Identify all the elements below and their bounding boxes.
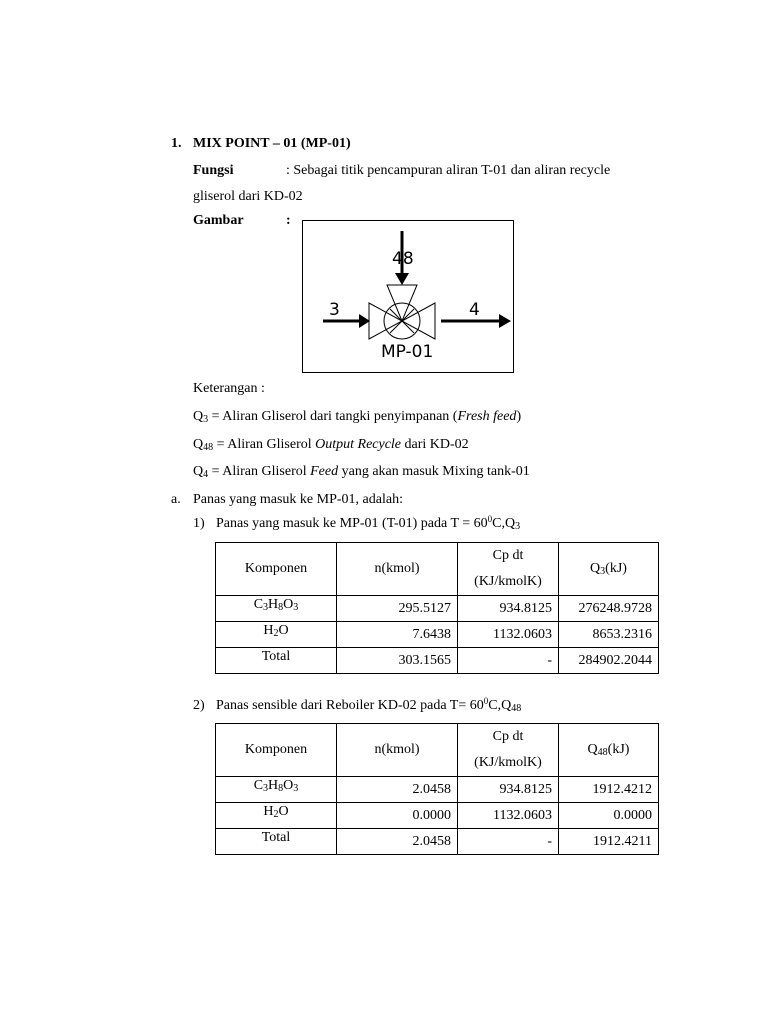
table-row bbox=[216, 622, 659, 648]
item-2-text: Panas sensible dari Reboiler KD-02 pada $T= 60^0C,Q_{48}$ bbox=[216, 696, 522, 714]
header-cp: Cp dt (KJ/kmolK) bbox=[458, 724, 559, 777]
fungsi-label: Fungsi bbox=[193, 163, 234, 178]
mix-point-diagram bbox=[302, 220, 514, 373]
mix-valve-symbol bbox=[369, 285, 435, 339]
table-total-row bbox=[216, 829, 659, 855]
cell-q: 276248.9728 bbox=[559, 596, 659, 622]
gambar-label: Gambar bbox=[193, 213, 244, 228]
stream-48-label: 48 bbox=[392, 249, 414, 269]
keterangan-heading: Keterangan : bbox=[193, 381, 265, 396]
unit-label: MP-01 bbox=[381, 342, 434, 362]
header-q: $Q_3(kJ)$ bbox=[559, 543, 659, 596]
legend-q48: $Q_{48}$ = Aliran Gliserol Output Recycle dari KD-02 bbox=[193, 437, 469, 453]
heat-table-q48 bbox=[215, 723, 659, 855]
cell-cp: 934.8125 bbox=[458, 596, 559, 622]
part-a-letter: a. bbox=[171, 492, 181, 507]
stream-48-arrowhead bbox=[395, 273, 409, 285]
legend-q4: $Q_4$ = Aliran Gliserol Feed yang akan masuk Mixing tank-01 bbox=[193, 464, 530, 480]
header-komponen: Komponen bbox=[216, 543, 337, 596]
fungsi-text-continued: gliserol dari KD-02 bbox=[193, 189, 303, 204]
item-1-number: 1) bbox=[193, 516, 205, 531]
fungsi-text: : Sebagai titik pencampuran aliran T-01 dan aliran recycle bbox=[286, 163, 611, 178]
part-a-text: Panas yang masuk ke MP-01, adalah: bbox=[193, 492, 403, 507]
heat-table-q3 bbox=[215, 542, 659, 674]
stream-3-label: 3 bbox=[329, 300, 340, 320]
cell-n: 295.5127 bbox=[337, 596, 458, 622]
stream-3-arrowhead bbox=[359, 314, 370, 328]
stream-4-arrowhead bbox=[499, 314, 511, 328]
header-q: $Q_{48}(kJ)$ bbox=[559, 724, 659, 777]
cell-n: 7.6438 bbox=[337, 622, 458, 648]
cell-cp: 1132.0603 bbox=[458, 622, 559, 648]
component-total: Total bbox=[216, 829, 337, 855]
component-water: $H_2O$ bbox=[216, 803, 337, 829]
item-1-text: Panas yang masuk ke MP-01 (T-01) pada $T = 60^0C,Q_3$ bbox=[216, 514, 521, 532]
cell-q: 8653.2316 bbox=[559, 622, 659, 648]
table-row bbox=[216, 777, 659, 803]
gambar-colon: : bbox=[286, 213, 291, 228]
table-total-row bbox=[216, 648, 659, 674]
component-water: $H_2O$ bbox=[216, 622, 337, 648]
component-glycerol: $C_3H_8O_3$ bbox=[216, 596, 337, 622]
table-header-row bbox=[216, 543, 659, 596]
cell-q: 0.0000 bbox=[559, 803, 659, 829]
header-n: n(kmol) bbox=[337, 543, 458, 596]
component-glycerol: $C_3H_8O_3$ bbox=[216, 777, 337, 803]
cell-n: 2.0458 bbox=[337, 829, 458, 855]
table-header-row bbox=[216, 724, 659, 777]
table-row bbox=[216, 596, 659, 622]
cell-n: 2.0458 bbox=[337, 777, 458, 803]
header-cp: Cp dt (KJ/kmolK) bbox=[458, 543, 559, 596]
cell-n: 0.0000 bbox=[337, 803, 458, 829]
cell-q: 1912.4211 bbox=[559, 829, 659, 855]
cell-cp: - bbox=[458, 648, 559, 674]
section-number: 1. bbox=[171, 136, 182, 151]
cell-cp: 934.8125 bbox=[458, 777, 559, 803]
stream-4-label: 4 bbox=[469, 300, 480, 320]
cell-cp: 1132.0603 bbox=[458, 803, 559, 829]
section-title: MIX POINT – 01 (MP-01) bbox=[193, 136, 351, 151]
legend-q3: $Q_3$ = Aliran Gliserol dari tangki penyimpanan (Fresh feed) bbox=[193, 409, 522, 425]
cell-n: 303.1565 bbox=[337, 648, 458, 674]
component-total: Total bbox=[216, 648, 337, 674]
cell-cp: - bbox=[458, 829, 559, 855]
item-2-number: 2) bbox=[193, 698, 205, 713]
table-row bbox=[216, 803, 659, 829]
cell-q: 1912.4212 bbox=[559, 777, 659, 803]
cell-q: 284902.2044 bbox=[559, 648, 659, 674]
mix-point-svg bbox=[303, 221, 513, 372]
header-komponen: Komponen bbox=[216, 724, 337, 777]
header-n: n(kmol) bbox=[337, 724, 458, 777]
